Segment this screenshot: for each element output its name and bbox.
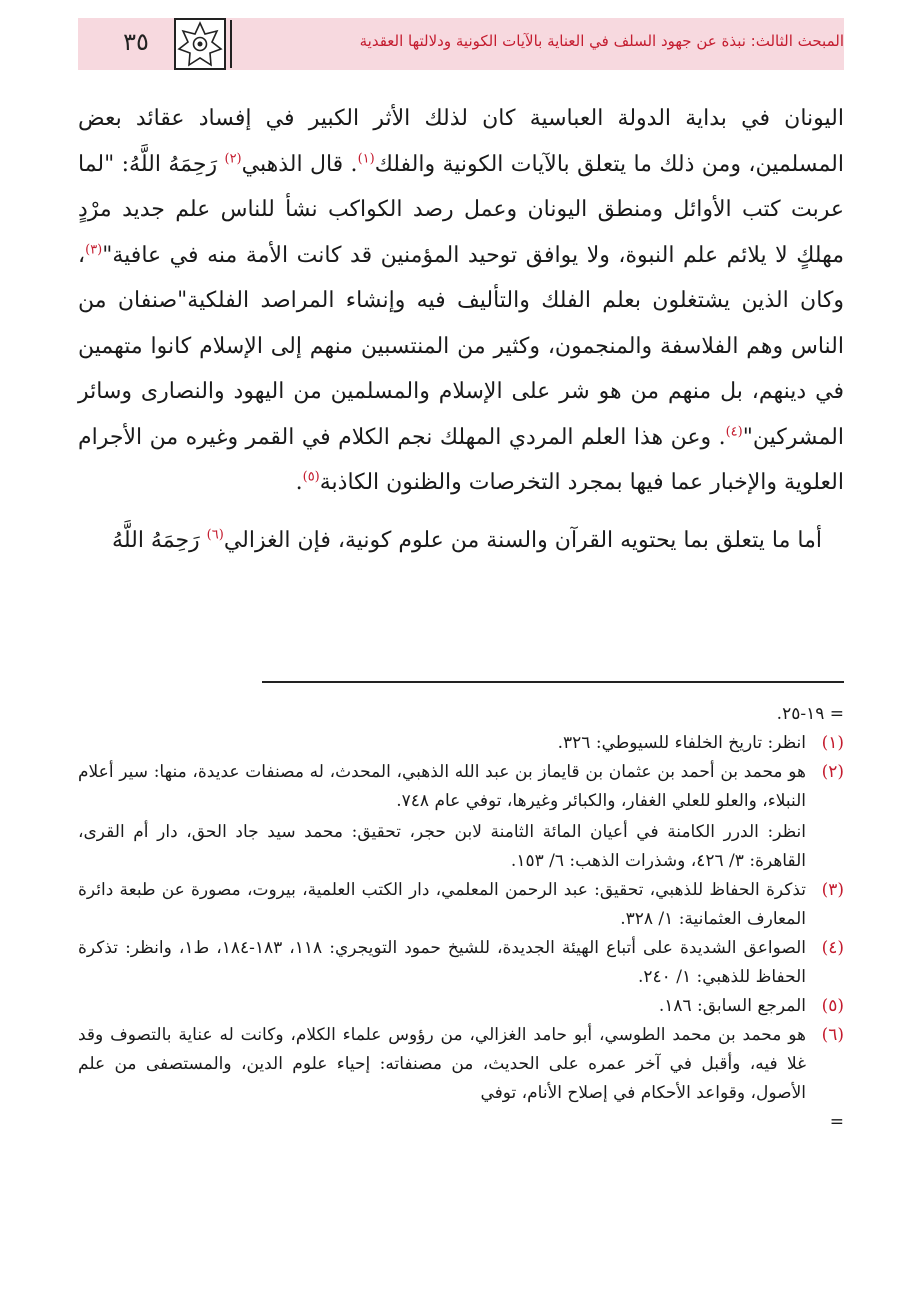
footnote-ref[interactable]: (٣) [85, 242, 103, 258]
footnote-number: (٦) [821, 1025, 844, 1045]
text-segment: رَحِمَهُ اللَّهُ: "لما عربت كتب الأوائل ومنطق اليونان وعمل رصد الكواكب نشأ للناس علم جديد مرْدٍ مهلكٍ لا يلائم علم النبوة، ولا يوافق توحيد المؤمنين قد كانت الأمة منه في عافية" [78, 151, 844, 268]
footnote-number: (١) [821, 733, 844, 753]
footnote-continuation: انظر: الدرر الكامنة في أعيان المائة الثامنة لابن حجر، تحقيق: محمد سيد جاد الحق، دار أم القرى، القاهرة: ٣/ ٤٢٦، وشذرات الذهب: ٦/ ١٥٣. [78, 822, 806, 871]
footnotes [78, 700, 844, 1137]
footnote-item [78, 876, 844, 934]
footnote-text: هو محمد بن محمد الطوسي، أبو حامد الغزالي، من رؤوس علماء الكلام، وكانت له عناية بالتصوف وقد غلا فيه، وأقبل في آخر عمره على الحديث، من مصنفاته: إحياء علوم الدين، والمستصفى من علم الأصول، وقواعد الأحكام في إصلاح الأنام، توفي [78, 1025, 806, 1103]
page-number: ٣٥ [123, 28, 149, 56]
footnote-ref[interactable]: (٢) [224, 151, 242, 167]
footnote-divider [262, 681, 844, 683]
text-segment: رَحِمَهُ اللَّهُ [112, 527, 207, 553]
footnote-item [78, 758, 844, 816]
footnote-item [78, 1021, 844, 1108]
footnote-carryover: = ١٩-٢٥. [776, 704, 844, 724]
footnote-text: الصواعق الشديدة على أتباع الهيئة الجديدة، للشيخ حمود التويجري: ١١٨، ١٨٣-١٨٤، ط١، وانظر: تذكرة الحفاظ للذهبي: ١/ ٢٤٠. [78, 938, 807, 987]
header-divider [230, 20, 232, 68]
paragraph [78, 518, 844, 564]
text-segment: أما ما يتعلق بما يحتويه القرآن والسنة من علوم كونية، فإن الغزالي [223, 527, 822, 553]
footnote-text: انظر: تاريخ الخلفاء للسيوطي: ٣٢٦. [557, 733, 806, 753]
footnote-number: (٥) [821, 996, 844, 1016]
text-segment: . [295, 470, 303, 495]
footnote-number: (٤) [821, 938, 844, 958]
footnote-text: هو محمد بن أحمد بن عثمان بن قايماز بن عبد الله الذهبي، المحدث، له مصنفات عديدة، منها: سير أعلام النبلاء، والعلو للعلي الغفار، والكبائر وغيرها، توفي عام ٧٤٨. [78, 762, 806, 811]
footnote-text: تذكرة الحفاظ للذهبي، تحقيق: عبد الرحمن المعلمي، دار الكتب العلمية، بيروت، مصورة عن طبعة دائرة المعارف العثمانية: ١/ ٣٢٨. [78, 880, 806, 929]
footnote-number: (٣) [821, 880, 844, 900]
text-segment: . قال الذهبي [241, 151, 358, 177]
footnote-ref[interactable]: (١) [357, 151, 375, 167]
footnote-ref[interactable]: (٦) [206, 527, 224, 543]
text-segment: اليونان في بداية الدولة العباسية كان لذلك الأثر الكبير في إفساد عقائد بعض المسلمين، ومن ذلك ما يتعلق بالآيات الكونية والفلك [78, 106, 844, 177]
main-text [78, 96, 844, 563]
footnote-ref[interactable]: (٥) [302, 469, 320, 485]
chapter-title: المبحث الثالث: نبذة عن جهود السلف في العناية بالآيات الكونية ودلالتها العقدية [359, 32, 844, 50]
footnote-item [78, 992, 844, 1021]
geometric-ornament-icon [174, 18, 226, 70]
paragraph [78, 96, 844, 506]
continuation-mark: = [829, 1112, 844, 1132]
footnote-item [78, 729, 844, 758]
page-header [78, 18, 844, 70]
footnote-text: المرجع السابق: ١٨٦. [658, 996, 806, 1016]
text-segment: . وعن هذا العلم المردي المهلك نجم الكلام في القمر وغيره من الأجرام العلوية والإخبار عما فيها بمجرد التخرصات والظنون الكاذبة [78, 424, 844, 495]
footnote-item [78, 934, 844, 992]
footnote-ref[interactable]: (٤) [725, 424, 743, 440]
footnote-number: (٢) [821, 762, 844, 782]
text-segment: ، وكان الذين يشتغلون بعلم الفلك والتأليف فيه وإنشاء المراصد الفلكية"صنفان من الناس وهم الفلاسفة والمنجمون، وكثير من المنتسبين منهم إلى الإسلام كانوا متهمين في دينهم، بل منهم من هو شر على الإسلام والمسلمين من اليهود والنصارى وسائر المشركين" [78, 242, 844, 450]
